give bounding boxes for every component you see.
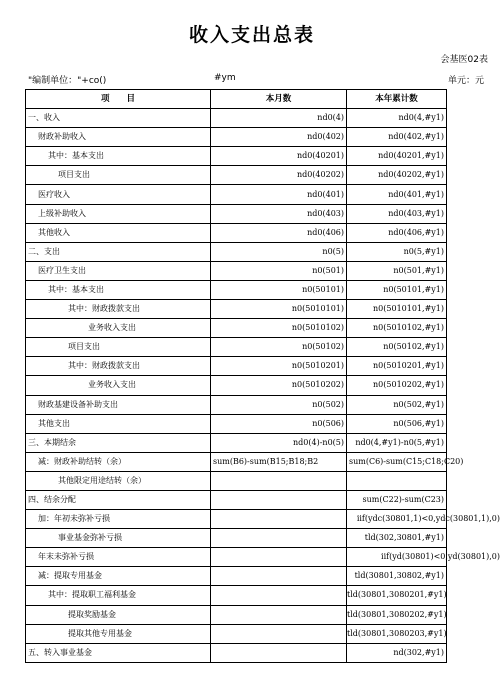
row-year-formula: iif(yd(30801)<0,yd(30801),0) (381, 552, 500, 562)
row-year-value: n0(502,#y1) (347, 395, 447, 414)
table-header-row (26, 90, 447, 109)
column-header-item: 项 目 (26, 90, 211, 109)
row-month-value (211, 471, 347, 490)
row-month-value (211, 548, 347, 567)
table-row (26, 624, 447, 643)
row-year-value: nd0(40201,#y1) (347, 147, 447, 166)
row-year-value: tld(302,30801,#y1) (347, 529, 447, 548)
table-row (26, 338, 447, 357)
row-item-label: 其他限定用途结转（余） (26, 471, 211, 490)
row-item-label: 减：财政补助结转（余） (26, 452, 211, 471)
row-year-value: sum(C6)-sum(C15;C18;C20) (347, 452, 447, 471)
row-year-value: nd0(406,#y1) (347, 223, 447, 242)
row-month-value: nd0(406) (211, 223, 347, 242)
table-row (26, 223, 447, 242)
row-month-value: n0(5) (211, 242, 347, 261)
row-year-value: n0(506,#y1) (347, 414, 447, 433)
row-item-label: 四、结余分配 (26, 490, 211, 509)
row-month-value: nd0(402) (211, 128, 347, 147)
table-row (26, 643, 447, 662)
row-year-value: nd0(4,#y1) (347, 109, 447, 128)
row-year-value (347, 548, 500, 567)
org-label: "编制单位："+co() (28, 76, 107, 86)
table-row (26, 128, 447, 147)
table-row (26, 185, 447, 204)
table-row (26, 300, 447, 319)
table-row (26, 433, 447, 452)
row-month-value: n0(5010101) (211, 300, 347, 319)
row-year-value: nd0(40202,#y1) (347, 166, 447, 185)
row-item-label: 五、转入事业基金 (26, 643, 211, 662)
table-row (26, 357, 447, 376)
row-year-value: tld(30801,3080202,#y1) (347, 605, 447, 624)
row-item-label: 其中：财政拨款支出 (26, 357, 211, 376)
row-month-value: nd0(403) (211, 204, 347, 223)
row-month-value: n0(5010201) (211, 357, 347, 376)
row-year-formula: iif(ydc(30801,1)<0,ydc(30801,1),0) (356, 514, 500, 524)
row-month-value: nd0(40201) (211, 147, 347, 166)
row-year-value: n0(501,#y1) (347, 261, 447, 280)
row-item-label: 其中：基本支出 (26, 147, 211, 166)
row-month-value: sum(B6)-sum(B15;B18;B2 (211, 452, 347, 471)
table-row (26, 109, 447, 128)
row-item-label: 提取其他专用基金 (26, 624, 211, 643)
row-year-value: n0(5,#y1) (347, 242, 447, 261)
row-year-value (347, 471, 447, 490)
row-item-label: 财政基建设备补助支出 (26, 395, 211, 414)
row-year-value: n0(5010201,#y1) (347, 357, 447, 376)
row-month-value: n0(50102) (211, 338, 347, 357)
row-item-label: 业务收入支出 (26, 319, 211, 338)
row-year-value: n0(50101,#y1) (347, 280, 447, 299)
row-item-label: 其中：提取职工福利基金 (26, 586, 211, 605)
row-year-value: tld(30801,3080203,#y1) (347, 624, 447, 643)
row-month-value (211, 510, 347, 529)
row-month-value: n0(501) (211, 261, 347, 280)
unit-label: 单元：元 (447, 76, 484, 86)
row-year-value: nd0(402,#y1) (347, 128, 447, 147)
row-month-value (211, 605, 347, 624)
row-item-label: 三、本期结余 (26, 433, 211, 452)
row-month-value (211, 624, 347, 643)
form-code: 会基医02表 (440, 55, 488, 65)
row-year-value: n0(5010202,#y1) (347, 376, 447, 395)
row-year-value: nd0(4,#y1)-n0(5,#y1) (347, 433, 447, 452)
table-row (26, 490, 447, 509)
row-item-label: 一、收入 (26, 109, 211, 128)
table-row (26, 414, 447, 433)
table-row (26, 166, 447, 185)
table-row (26, 319, 447, 338)
row-year-value: tld(30801,3080201,#y1) (347, 586, 447, 605)
table-row (26, 586, 447, 605)
row-item-label: 项目支出 (26, 338, 211, 357)
column-header-month: 本月数 (211, 90, 347, 109)
row-item-label: 年末未弥补亏损 (26, 548, 211, 567)
row-month-value: nd0(401) (211, 185, 347, 204)
row-month-value (211, 529, 347, 548)
row-item-label: 项目支出 (26, 166, 211, 185)
table-row (26, 471, 447, 490)
table-row (26, 147, 447, 166)
row-item-label: 事业基金弥补亏损 (26, 529, 211, 548)
row-year-value: n0(5010102,#y1) (347, 319, 447, 338)
table-row (26, 510, 447, 529)
row-year-value: nd0(401,#y1) (347, 185, 447, 204)
report-title: 收入支出总表 (188, 24, 315, 46)
table-row (26, 548, 447, 567)
table-row (26, 452, 447, 471)
row-year-value: n0(50102,#y1) (347, 338, 447, 357)
row-year-value: tld(30801,30802,#y1) (347, 567, 447, 586)
row-month-value (211, 490, 347, 509)
row-item-label: 其中：财政拨款支出 (26, 300, 211, 319)
row-year-value: n0(5010101,#y1) (347, 300, 447, 319)
row-month-value (211, 567, 347, 586)
table-row (26, 204, 447, 223)
row-month-value: n0(506) (211, 414, 347, 433)
row-year-value: nd0(403,#y1) (347, 204, 447, 223)
row-item-label: 医疗收入 (26, 185, 211, 204)
row-month-value (211, 586, 347, 605)
table-row (26, 261, 447, 280)
row-month-value: n0(502) (211, 395, 347, 414)
row-year-value: nd(302,#y1) (347, 643, 447, 662)
table-row (26, 567, 447, 586)
row-item-label: 其他收入 (26, 223, 211, 242)
row-item-label: 上级补助收入 (26, 204, 211, 223)
row-month-value: n0(5010202) (211, 376, 347, 395)
period-label: #ym (214, 73, 236, 83)
row-month-value: nd0(4)-n0(5) (211, 433, 347, 452)
row-item-label: 二、支出 (26, 242, 211, 261)
row-item-label: 加：年初未弥补亏损 (26, 510, 211, 529)
table-row (26, 242, 447, 261)
row-month-value (211, 643, 347, 662)
table-row (26, 395, 447, 414)
row-item-label: 业务收入支出 (26, 376, 211, 395)
row-item-label: 其他支出 (26, 414, 211, 433)
table-row (26, 529, 447, 548)
table-row (26, 605, 447, 624)
row-month-value: nd0(40202) (211, 166, 347, 185)
income-expense-table (25, 89, 500, 663)
row-year-value: sum(C22)-sum(C23) (347, 490, 447, 509)
row-item-label: 其中：基本支出 (26, 280, 211, 299)
row-month-value: n0(50101) (211, 280, 347, 299)
row-item-label: 减：提取专用基金 (26, 567, 211, 586)
row-month-value: n0(5010102) (211, 319, 347, 338)
row-month-value: nd0(4) (211, 109, 347, 128)
row-item-label: 医疗卫生支出 (26, 261, 211, 280)
table-row (26, 280, 447, 299)
row-year-value (347, 510, 500, 529)
row-item-label: 财政补助收入 (26, 128, 211, 147)
table-row (26, 376, 447, 395)
column-header-year: 本年累计数 (347, 90, 447, 109)
row-item-label: 提取奖励基金 (26, 605, 211, 624)
